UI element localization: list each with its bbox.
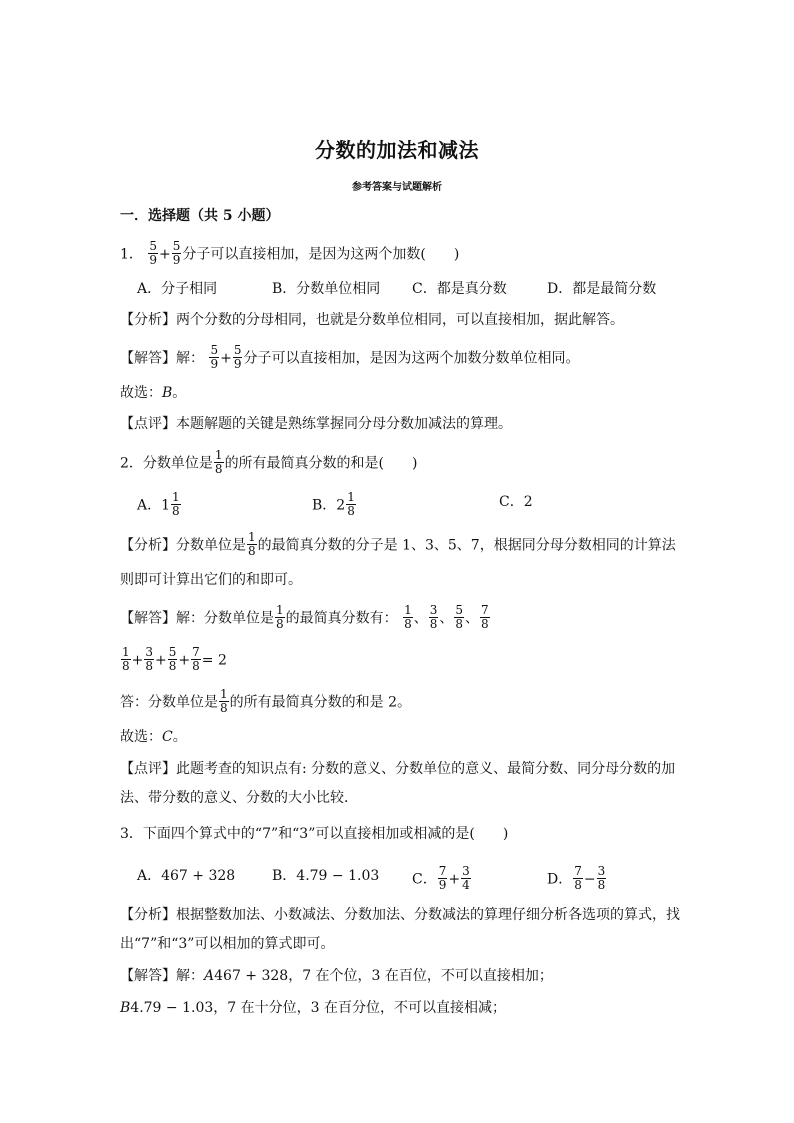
text-span: 【分析】	[120, 537, 176, 554]
text-span: 本题解题的关键是熟练掌握同分母分数加减法的算理。	[176, 416, 512, 432]
text-span: 答：分数单位是	[120, 694, 218, 711]
fraction-numerator: 3	[429, 603, 438, 617]
fraction-numerator: 3	[145, 645, 154, 659]
fraction-denominator: 4	[462, 878, 470, 892]
fraction-denominator: 8	[192, 659, 200, 673]
text-span: 、	[413, 610, 428, 627]
fraction	[219, 688, 229, 715]
fraction-denominator: 8	[248, 544, 256, 558]
text-span: 【点评】	[120, 416, 176, 432]
fraction	[275, 604, 285, 631]
text-span: D．	[547, 871, 573, 888]
fraction-denominator: 8	[122, 659, 130, 673]
text-span: 分数单位是	[142, 455, 213, 472]
text-span: 两个分数的分母相同，也就是分数单位相同，可以直接相加，据此解答。	[176, 312, 624, 328]
fraction	[209, 344, 219, 371]
page-subtitle: 参考答案与试题解析	[352, 182, 442, 193]
fraction	[172, 240, 182, 267]
text-span: C	[162, 729, 173, 745]
fraction	[191, 646, 201, 673]
q2-option-b	[312, 492, 357, 519]
q1-option-d: D．都是最简分数	[547, 281, 657, 297]
q3-answer-b	[120, 998, 506, 1018]
fraction-denominator: 8	[404, 617, 412, 631]
fraction	[438, 865, 448, 892]
fraction-denominator: 8	[574, 878, 582, 892]
q2-comment	[120, 759, 675, 779]
fraction	[480, 604, 490, 631]
fraction-numerator: 5	[210, 343, 219, 357]
q2-option-c: C．2	[499, 494, 533, 510]
fraction	[597, 865, 607, 892]
text-span: B	[162, 385, 173, 401]
fraction-numerator: 1	[404, 603, 412, 617]
fraction-denominator: 8	[347, 504, 355, 518]
q3-analysis	[120, 905, 680, 925]
fraction	[461, 865, 471, 892]
q3-analysis-cont: 出“7”和“3”可以相加的算式即可。	[120, 936, 335, 952]
q3-answer	[120, 966, 553, 986]
fraction-numerator: 7	[192, 645, 200, 659]
q2-choice	[120, 727, 187, 747]
text-span: 的最简真分数的分子是 1、3、5、7，根据同分母分数相同的计算法	[257, 537, 676, 554]
question-1	[120, 241, 459, 268]
q1-option-c: C．都是真分数	[412, 281, 507, 297]
text-span: 根据整数加法、小数减法、分数加法、分数减法的算理仔细分析各选项的算式，找	[176, 907, 680, 923]
fraction-denominator: 8	[220, 701, 228, 715]
fraction-numerator: 5	[455, 603, 464, 617]
fraction-denominator: 8	[429, 617, 438, 631]
text-span: 的所有最简真分数的和是( )	[224, 455, 418, 472]
q2-option-a	[137, 492, 182, 519]
fraction-denominator: 9	[172, 253, 181, 267]
fraction-denominator: 8	[172, 504, 180, 518]
fraction-numerator: 1	[220, 687, 228, 701]
q1-analysis	[120, 310, 624, 330]
text-span: 【解答】	[120, 350, 176, 367]
q1-option-b: B．分数单位相同	[272, 281, 381, 297]
text-span: 分子可以直接相加，是因为这两个加数( )	[182, 246, 460, 263]
fraction-denominator: 8	[214, 462, 223, 476]
text-span: 解：分数单位是	[176, 610, 274, 627]
section-heading: 一．选择题（共 5 小题）	[120, 208, 280, 224]
fraction	[171, 491, 181, 518]
q1-choice	[120, 383, 186, 403]
fraction-denominator: 9	[438, 878, 447, 892]
text-span: 故选：	[120, 385, 162, 401]
text-span: 下面四个算式中的“7”和“3”可以直接相加或相减的是( )	[142, 826, 509, 842]
q1-comment	[120, 414, 512, 434]
fraction-numerator: 7	[574, 864, 582, 878]
fraction	[346, 491, 356, 518]
text-span: 4.79 − 1.03，7 在十分位，3 在百分位，不可以直接相减；	[130, 1000, 506, 1016]
fraction-denominator: 8	[276, 617, 284, 631]
fraction	[168, 646, 178, 673]
q3-option-c	[412, 866, 472, 893]
text-span: 【分析】	[120, 907, 176, 923]
text-span: 解：	[176, 968, 204, 984]
text-span: +	[448, 871, 461, 888]
q2-comment-cont: 法、带分数的意义、分数的大小比较．	[120, 790, 358, 806]
text-span: 2	[336, 497, 346, 514]
text-span: 2．	[120, 455, 143, 472]
fraction-denominator: 9	[210, 357, 219, 371]
fraction-numerator: 3	[597, 864, 606, 878]
fraction-numerator: 1	[214, 448, 223, 462]
q1-option-a: A．分子相同	[137, 281, 218, 297]
text-span: 【分析】	[120, 312, 176, 328]
fraction-numerator: 1	[347, 490, 355, 504]
fraction-numerator: 7	[438, 864, 447, 878]
text-span: C．	[412, 871, 437, 888]
q2-analysis-cont: 则即可计算出它们的和即可。	[120, 572, 302, 588]
text-span: 1	[161, 497, 171, 514]
fraction-numerator: 5	[168, 645, 177, 659]
fraction	[454, 604, 464, 631]
fraction-numerator: 7	[481, 603, 489, 617]
text-span: B	[120, 1000, 131, 1016]
fraction	[233, 344, 243, 371]
fraction-denominator: 9	[149, 253, 158, 267]
fraction-numerator: 1	[248, 530, 256, 544]
text-span: = 2	[201, 652, 227, 669]
text-span: 、	[465, 610, 480, 627]
text-span: 【解答】	[120, 610, 176, 627]
text-span: +	[220, 350, 232, 367]
q2-conclusion	[120, 689, 411, 716]
text-span: 分子可以直接相加，是因为这两个加数分数单位相同。	[243, 350, 580, 367]
fraction-denominator: 8	[455, 617, 464, 631]
text-span: 、	[439, 610, 454, 627]
fraction	[247, 531, 257, 558]
text-span: A．	[137, 497, 162, 514]
fraction-numerator: 1	[276, 603, 284, 617]
fraction-numerator: 5	[149, 239, 158, 253]
text-span: 【点评】	[120, 761, 176, 777]
fraction	[214, 449, 224, 476]
fraction-denominator: 8	[481, 617, 489, 631]
fraction	[403, 604, 413, 631]
fraction	[573, 865, 583, 892]
text-span: 的最简真分数有：	[285, 610, 398, 627]
text-span: −	[583, 871, 596, 888]
fraction	[121, 646, 131, 673]
q3-option-a: A．467 + 328	[137, 868, 236, 884]
fraction-denominator: 8	[145, 659, 154, 673]
fraction-numerator: 5	[172, 239, 181, 253]
text-span: +	[159, 246, 171, 263]
text-span: 的所有最简真分数的和是 2。	[229, 694, 411, 711]
text-span: 467 + 328，7 在个位，3 在百位，不可以直接相加；	[214, 968, 553, 984]
fraction-numerator: 1	[172, 490, 180, 504]
q2-sum-equation: $\frac{1}{8}$ + $\frac{3}{8}$ + $\frac{5}{8}$ + $\frac{7}{8}$ = 2	[122, 645, 227, 673]
text-span: 故选：	[120, 729, 162, 745]
fraction-denominator: 8	[597, 878, 606, 892]
question-2	[120, 450, 418, 477]
text-span: 解：	[176, 350, 204, 367]
text-span: B．	[312, 497, 337, 514]
text-span: 。	[172, 729, 187, 745]
fraction-numerator: 3	[462, 864, 470, 878]
fraction-denominator: 8	[168, 659, 177, 673]
fraction	[429, 604, 439, 631]
fraction-denominator: 9	[233, 357, 242, 371]
q2-answer	[120, 605, 491, 632]
fraction	[144, 646, 154, 673]
text-span: A	[204, 968, 215, 984]
text-span: 1．	[120, 246, 143, 263]
fraction	[148, 240, 158, 267]
q2-analysis	[120, 532, 676, 559]
fraction-numerator: 1	[122, 645, 130, 659]
q1-answer	[120, 345, 579, 372]
q3-option-b: B．4.79 − 1.03	[272, 868, 380, 884]
text-span: 此题考查的知识点有: 分数的意义、分数单位的意义、最简分数、同分母分数的加	[176, 761, 676, 777]
question-3	[120, 824, 508, 844]
page-title: 分数的加法和减法	[315, 138, 479, 162]
text-span: 。	[172, 385, 187, 401]
text-span: 分数单位是	[176, 537, 246, 554]
fraction-numerator: 5	[233, 343, 242, 357]
text-span: 【解答】	[120, 968, 176, 984]
text-span: 3．	[120, 826, 143, 842]
q3-option-d	[547, 866, 607, 893]
